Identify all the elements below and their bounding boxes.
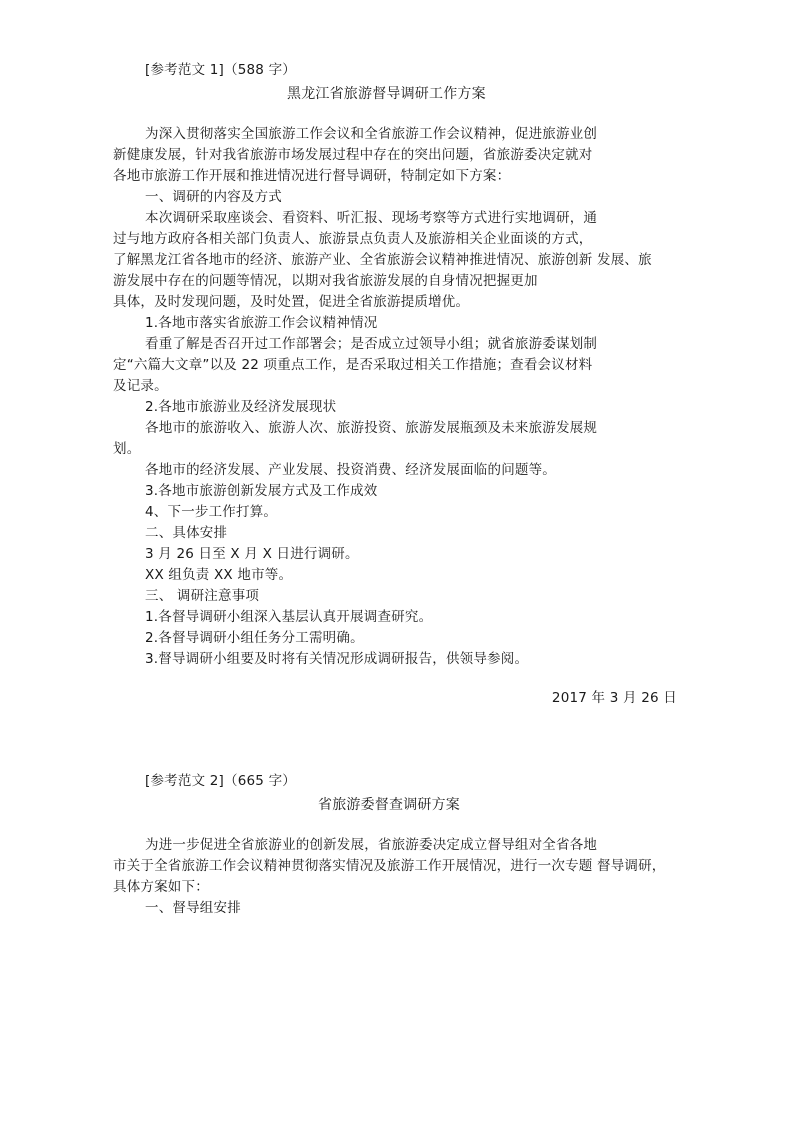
- doc1-method-line: 游发展中存在的问题等情况，以期对我省旅游发展的自身情况把握更加: [113, 273, 538, 289]
- doc2-intro-line: 市关于全省旅游工作会议精神贯彻落实情况及旅游工作开展情况，进行一次专题 督导调研，: [113, 858, 666, 874]
- doc1-schedule-line: 3 月 26 日至 X 月 X 日进行调研。: [145, 546, 359, 562]
- doc1-section-heading: 二、具体安排: [145, 525, 228, 541]
- doc1-intro-line: 新健康发展，针对我省旅游市场发展过程中存在的突出问题，省旅游委决定就对: [113, 147, 593, 163]
- doc1-method-line: 过与地方政府各相关部门负责人、旅游景点负责人及旅游相关企业面谈的方式，: [113, 231, 593, 247]
- doc1-note-line: 2.各督导调研小组任务分工需明确。: [145, 630, 364, 646]
- doc1-item-heading: 4、下一步工作打算。: [145, 504, 278, 520]
- doc1-method-line: 了解黑龙江省各地市的经济、旅游产业、全省旅游会议精神推进情况、旅游创新 发展、旅: [113, 252, 652, 268]
- doc1-date: 2017 年 3 月 26 日: [551, 690, 677, 706]
- doc1-item-body-line: 看重了解是否召开过工作部署会；是否成立过领导小组；就省旅游委谋划制: [145, 336, 598, 352]
- doc1-note-line: 1.各督导调研小组深入基层认真开展调查研究。: [145, 609, 433, 625]
- doc1-note-line: 3.督导调研小组要及时将有关情况形成调研报告，供领导参阅。: [145, 651, 529, 667]
- doc2-intro-line: 具体方案如下：: [113, 879, 209, 895]
- doc1-item-heading: 3.各地市旅游创新发展方式及工作成效: [145, 483, 378, 499]
- doc1-item-heading: 2.各地市旅游业及经济发展现状: [145, 399, 337, 415]
- doc1-group-line: XX 组负责 XX 地市等。: [145, 567, 293, 583]
- doc1-item-heading: 1.各地市落实省旅游工作会议精神情况: [145, 315, 378, 331]
- doc1-intro-line: 各地市旅游工作开展和推进情况进行督导调研，特制定如下方案：: [113, 168, 511, 184]
- doc1-item-body-line: 及记录。: [113, 378, 168, 394]
- doc1-item-body-line: 各地市的旅游收入、旅游人次、旅游投资、旅游发展瓶颈及未来旅游发展规: [145, 420, 598, 436]
- doc1-intro-line: 为深入贯彻落实全国旅游工作会议和全省旅游工作会议精神，促进旅游业创: [145, 126, 598, 142]
- doc1-item-body-line: 划。: [113, 441, 141, 457]
- ref-label-2: [参考范文 2]（665 字）: [145, 773, 296, 789]
- doc1-method-line: 本次调研采取座谈会、看资料、听汇报、现场考察等方式进行实地调研，通: [145, 210, 598, 226]
- doc2-section-heading: 一、督导组安排: [145, 900, 241, 916]
- doc1-title: 黑龙江省旅游督导调研工作方案: [287, 86, 486, 102]
- doc1-item-body-line: 定“六篇大文章”以及 22 项重点工作，是否采取过相关工作措施；查看会议材料: [113, 357, 593, 373]
- doc1-method-line: 具体，及时发现问题，及时处置，促进全省旅游提质增优。: [113, 294, 470, 310]
- ref-label-1: [参考范文 1]（588 字）: [145, 62, 296, 78]
- doc1-item-body-line: 各地市的经济发展、产业发展、投资消费、经济发展面临的问题等。: [145, 462, 556, 478]
- doc1-section-heading: 一、调研的内容及方式: [145, 189, 282, 205]
- doc2-title: 省旅游委督查调研方案: [318, 797, 460, 813]
- doc1-section-heading: 三、 调研注意事项: [145, 588, 260, 604]
- doc2-intro-line: 为进一步促进全省旅游业的创新发展，省旅游委决定成立督导组对全省各地: [145, 837, 598, 853]
